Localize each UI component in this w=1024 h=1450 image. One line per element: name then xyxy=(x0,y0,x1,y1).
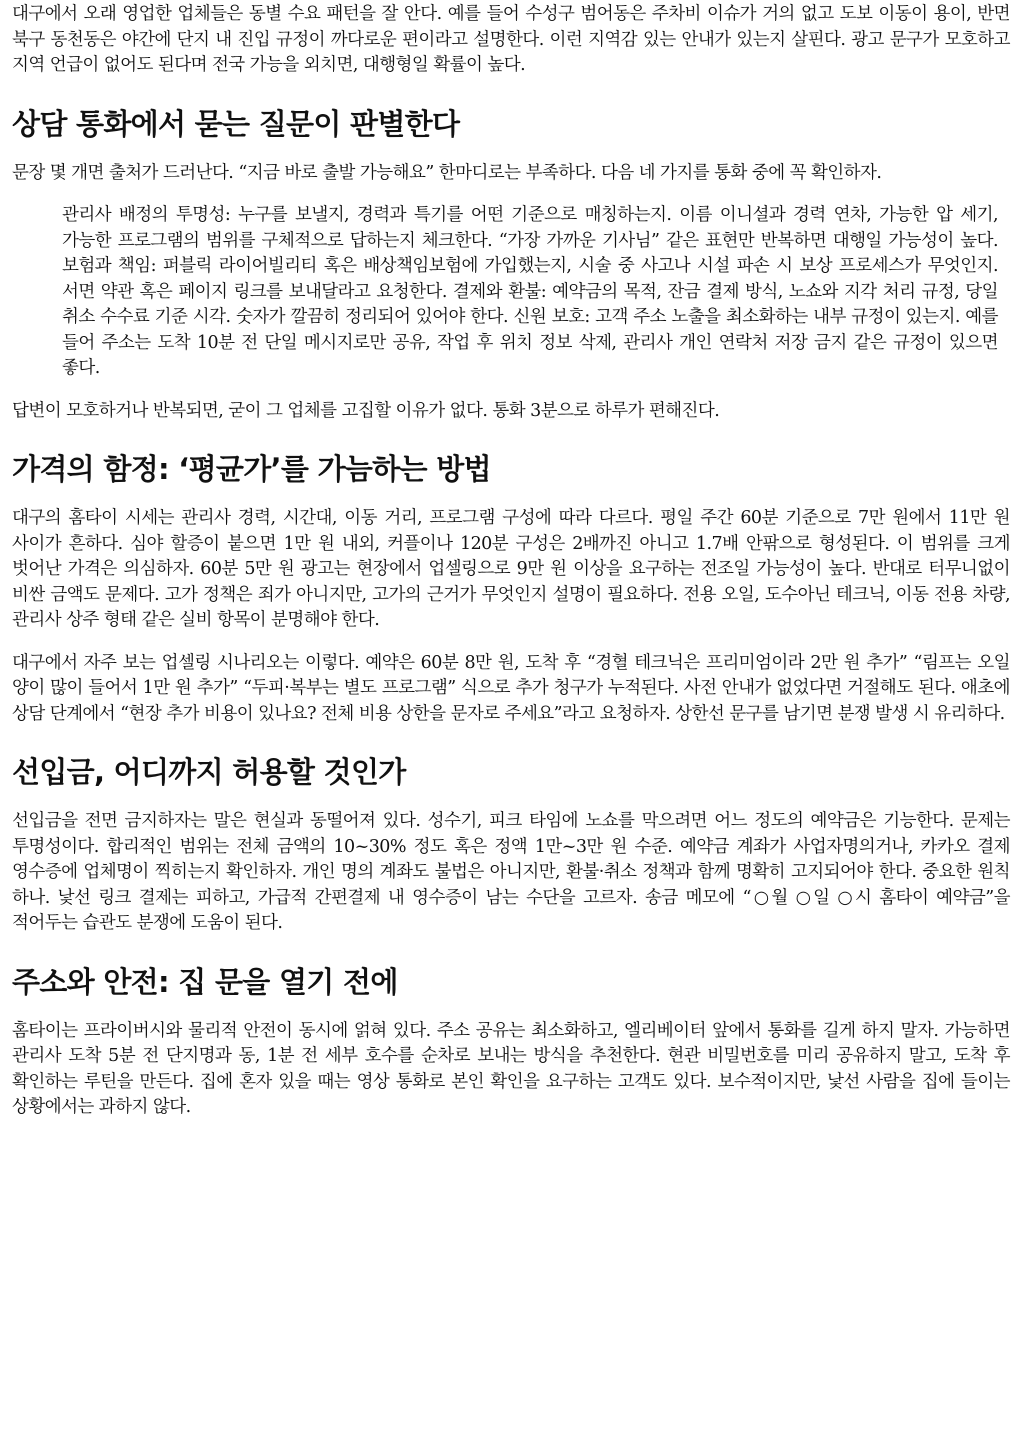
safety-paragraph-1: 홈타이는 프라이버시와 물리적 안전이 동시에 얽혀 있다. 주소 공유는 최소화하고, 엘리베이터 앞에서 통화를 길게 하지 말자. 가능하면 관리사 도착 5분 전 단지명과 동, 1분 전 세부 호수를 순차로 보내는 방식을 추천한다. 현관 비밀번호를 미리 공유하지 말고, 도착 후 확인하는 루틴을 만든다. 집에 혼자 있을 때는 영상 통화로 본인 확인을 요구하는 고객도 있다. 보수적이지만, 낯선 사람을 집에 들이는 상황에서는 과하지 않다. xyxy=(12,1020,1010,1117)
price-paragraph-1: 대구의 홈타이 시세는 관리사 경력, 시간대, 이동 거리, 프로그램 구성에 따라 다르다. 평일 주간 60분 기준으로 7만 원에서 11만 원 사이가 흔하다. 심야 할증이 붙으면 1만 원 내외, 커플이나 120분 구성은 2배까진 아니고 1.7배 안팎으로 형성된다. 이 범위를 크게 벗어난 가격은 의심하자. 60분 5만 원 광고는 현장에서 업셀링으로 9만 원 이상을 요구하는 전조일 가능성이 높다. 반대로 터무니없이 비싼 금액도 문제다. 고가 정책은 죄가 아니지만, 고가의 근거가 무엇인지 설명이 필요하다. 전용 오일, 도수아닌 테크닉, 이동 전용 차량, 관리사 상주 형태 같은 실비 항목이 분명해야 한다. xyxy=(12,508,1010,630)
consult-paragraph-1: 문장 몇 개면 출처가 드러난다. “지금 바로 출발 가능해요” 한마디로는 부족하다. 다음 네 가지를 통화 중에 꼭 확인하자. xyxy=(12,162,882,183)
spacer xyxy=(12,186,1010,203)
section-heading-safety: 주소와 안전: 집 문을 열기 전에 xyxy=(12,964,398,999)
consult-checklist-quote xyxy=(12,203,1010,382)
spacer xyxy=(12,79,1010,106)
article xyxy=(0,2,1024,1121)
section-heading-consult: 상담 통화에서 묻는 질문이 판별한다 xyxy=(12,106,460,141)
spacer xyxy=(12,382,1010,399)
intro-paragraph: 대구에서 오래 영업한 업체들은 동별 수요 패턴을 잘 안다. 예를 들어 수성구 범어동은 주차비 이슈가 거의 없고 도보 이동이 용이, 반면 북구 동천동은 야간에 단지 내 진입 규정이 까다로운 편이라고 설명한다. 이런 지역감 있는 안내가 있는지 살핀다. 광고 문구가 모호하고 지역 언급이 없어도 된다며 전국 가능을 외치면, 대행형일 확률이 높다. xyxy=(12,4,1010,75)
consult-checklist-text: 관리사 배정의 투명성: 누구를 보낼지, 경력과 특기를 어떤 기준으로 매칭하는지. 이름 이니셜과 경력 연차, 가능한 압 세기, 가능한 프로그램의 범위를 구체적으로 답하는지 체크한다. “가장 가까운 기사님” 같은 표현만 반복하면 대행일 가능성이 높다. 보험과 책임: 퍼블릭 라이어빌리티 혹은 배상책임보험에 가입했는지, 시술 중 사고나 시설 파손 시 보상 프로세스가 무엇인지. 서면 약관 혹은 페이지 링크를 보내달라고 요청한다. 결제와 환불: 예약금의 목적, 잔금 결제 방식, 노쇼와 지각 처리 규정, 당일 취소 수수료 기준 시각. 숫자가 깔끔히 정리되어 있어야 한다. 신원 보호: 고객 주소 노출을 최소화하는 내부 규정이 있는지. 예를 들어 주소는 도착 10분 전 단일 메시지로만 공유, 작업 후 위치 정보 삭제, 관리사 개인 연락처 저장 금지 같은 규정이 있으면 좋다. xyxy=(62,205,998,378)
spacer xyxy=(12,634,1010,651)
spacer xyxy=(12,937,1010,964)
spacer xyxy=(12,1000,1010,1019)
section-heading-deposit: 선입금, 어디까지 허용할 것인가 xyxy=(12,755,406,789)
spacer xyxy=(12,727,1010,754)
spacer xyxy=(12,424,1010,451)
section-heading-price: 가격의 함정: ‘평균가’를 가늠하는 방법 xyxy=(12,452,491,486)
spacer xyxy=(12,142,1010,161)
price-paragraph-2: 대구에서 자주 보는 업셀링 시나리오는 이렇다. 예약은 60분 8만 원, 도착 후 “경혈 테크닉은 프리미엄이라 2만 원 추가” “림프는 오일 양이 많이 들어서 1만 원 추가” “두피·복부는 별도 프로그램” 식으로 추가 청구가 누적된다. 사전 안내가 없었다면 거절해도 된다. 애초에 상담 단계에서 “현장 추가 비용이 있나요? 전체 비용 상한을 문자로 주세요”라고 요청하자. 상한선 문구를 남기면 분쟁 발생 시 유리하다. xyxy=(12,652,1010,724)
spacer xyxy=(12,790,1010,809)
spacer xyxy=(12,487,1010,506)
deposit-paragraph-1: 선입금을 전면 금지하자는 말은 현실과 동떨어져 있다. 성수기, 피크 타임에 노쇼를 막으려면 어느 정도의 예약금은 기능한다. 문제는 투명성이다. 합리적인 범위는 전체 금액의 10~30% 정도 혹은 정액 1만~3만 원 수준. 예약금 계좌가 사업자명의거나, 카카오 결제 영수증에 업체명이 찍히는지 확인하자. 개인 명의 계좌도 불법은 아니지만, 환불·취소 정책과 함께 명확히 고지되어야 한다. 중요한 원칙 하나. 낯선 링크 결제는 피하고, 가급적 간편결제 내 영수증이 남는 수단을 고르자. 송금 메모에 “○월 ○일 ○시 홈타이 예약금”을 적어두는 습관도 분쟁에 도움이 된다. xyxy=(12,811,1010,933)
consult-paragraph-2: 답변이 모호하거나 반복되면, 굳이 그 업체를 고집할 이유가 없다. 통화 3분으로 하루가 편해진다. xyxy=(12,400,720,421)
